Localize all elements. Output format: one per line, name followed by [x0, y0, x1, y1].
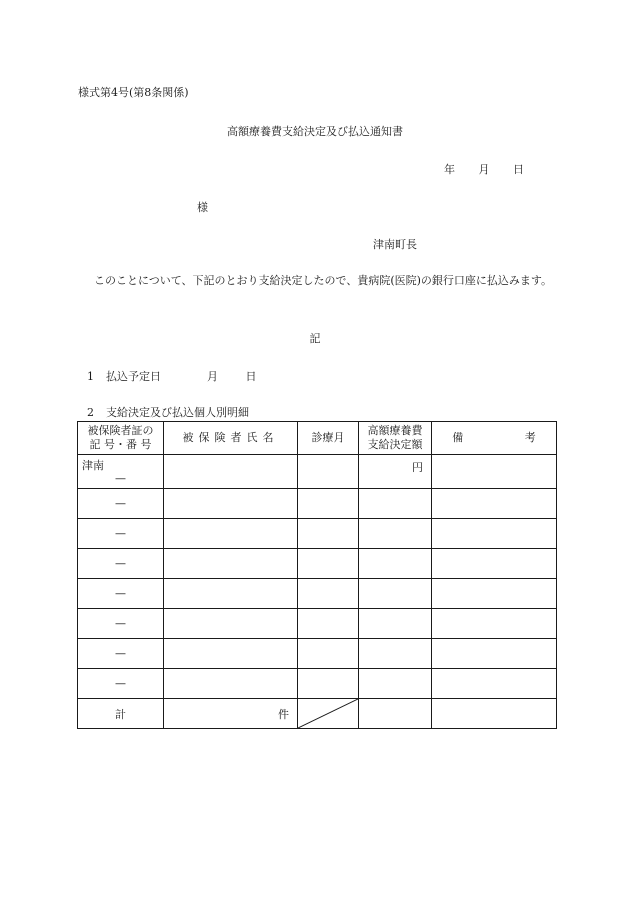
table-row [78, 549, 557, 579]
header-insured-number [78, 422, 164, 455]
table-row [78, 455, 557, 489]
amount-cell[interactable] [359, 549, 432, 579]
item1-number: 1 [87, 370, 94, 383]
amount-cell[interactable] [359, 639, 432, 669]
treatment-month-cell[interactable] [298, 455, 359, 489]
number-separator: — [115, 557, 126, 570]
insured-number-cell[interactable] [78, 639, 164, 669]
number-separator: — [115, 587, 126, 600]
treatment-month-cell[interactable] [298, 669, 359, 699]
header-remarks [432, 422, 557, 455]
insured-number-cell[interactable] [78, 579, 164, 609]
insured-number-cell[interactable] [78, 519, 164, 549]
number-separator: — [115, 472, 126, 485]
insured-name-cell[interactable] [164, 639, 298, 669]
amount-cell[interactable] [359, 669, 432, 699]
item2-number: 2 [87, 406, 94, 419]
remarks-cell[interactable] [432, 579, 557, 609]
treatment-month-cell[interactable] [298, 609, 359, 639]
addressee-suffix: 様 [197, 201, 208, 214]
treatment-month-cell[interactable] [298, 519, 359, 549]
item1-month-day: 月 日 [207, 370, 257, 383]
header-treatment-month: 診療月 [298, 422, 359, 455]
insured-number-cell[interactable] [78, 489, 164, 519]
remarks-cell[interactable] [432, 455, 557, 489]
form-number: 様式第4号(第8条関係) [78, 86, 189, 99]
issue-date-line: 年 月 日 [444, 163, 524, 176]
item1-label: 払込予定日 [106, 370, 161, 383]
item2-label: 支給決定及び払込個人別明細 [106, 406, 249, 419]
header-remarks-text: 備 考 [452, 431, 536, 444]
treatment-month-void-cell [298, 699, 359, 729]
item-detail-heading [87, 404, 249, 420]
insured-name-cell[interactable] [164, 669, 298, 699]
treatment-month-cell[interactable] [298, 549, 359, 579]
header-amount-line1: 高額療養費 [367, 424, 423, 437]
header-insured-number-line1: 被保険者証の [87, 424, 154, 437]
insured-name-cell[interactable] [164, 455, 298, 489]
table-row [78, 579, 557, 609]
amount-cell[interactable] [359, 489, 432, 519]
header-insured-number-line2: 記 号・番 号 [89, 438, 152, 451]
total-row [78, 699, 557, 729]
remarks-cell[interactable] [432, 519, 557, 549]
number-separator: — [115, 647, 126, 660]
insured-name-cell[interactable] [164, 549, 298, 579]
table-row [78, 669, 557, 699]
table-row [78, 489, 557, 519]
total-label-cell [78, 699, 164, 729]
total-count-cell[interactable] [164, 699, 298, 729]
remarks-cell[interactable] [432, 609, 557, 639]
yen-unit: 円 [412, 461, 423, 474]
remarks-cell[interactable] [432, 669, 557, 699]
insured-number-prefix: 津南 [82, 459, 104, 472]
amount-cell[interactable] [359, 519, 432, 549]
number-separator: — [115, 497, 126, 510]
header-insured-name [164, 422, 298, 455]
table-row [78, 609, 557, 639]
document-title: 高額療養費支給決定及び払込通知書 [227, 125, 403, 138]
amount-cell[interactable] [359, 609, 432, 639]
issuer-name: 津南町長 [373, 238, 417, 251]
insured-name-cell[interactable] [164, 519, 298, 549]
amount-cell[interactable] [359, 579, 432, 609]
insured-name-cell[interactable] [164, 579, 298, 609]
remarks-cell[interactable] [432, 549, 557, 579]
payment-detail-table [77, 421, 557, 729]
total-label: 計 [115, 707, 126, 721]
amount-cell[interactable] [359, 455, 432, 489]
table-row [78, 519, 557, 549]
table-header-row [78, 422, 557, 455]
number-separator: — [115, 617, 126, 630]
insured-number-cell[interactable] [78, 549, 164, 579]
total-remarks-cell[interactable] [432, 699, 557, 729]
insured-number-cell[interactable] [78, 455, 164, 489]
treatment-month-cell[interactable] [298, 489, 359, 519]
number-separator: — [115, 527, 126, 540]
table-row [78, 639, 557, 669]
insured-name-cell[interactable] [164, 489, 298, 519]
header-insured-name-text: 被保険者氏名 [182, 431, 279, 444]
header-amount [359, 422, 432, 455]
insured-number-cell[interactable] [78, 609, 164, 639]
insured-number-cell[interactable] [78, 669, 164, 699]
remarks-cell[interactable] [432, 639, 557, 669]
treatment-month-cell[interactable] [298, 639, 359, 669]
insured-name-cell[interactable] [164, 609, 298, 639]
count-unit: 件 [278, 707, 289, 721]
total-amount-cell[interactable] [359, 699, 432, 729]
remarks-cell[interactable] [432, 489, 557, 519]
ki-heading: 記 [309, 332, 321, 345]
treatment-month-cell[interactable] [298, 579, 359, 609]
diagonal-strike [298, 699, 358, 728]
number-separator: — [115, 677, 126, 690]
item-payment-date [87, 368, 257, 384]
notice-body-text: このことについて、下記のとおり支給決定したので、貴病院(医院)の銀行口座に払込みます。 [94, 274, 553, 287]
header-amount-line2: 支給決定額 [367, 438, 423, 451]
